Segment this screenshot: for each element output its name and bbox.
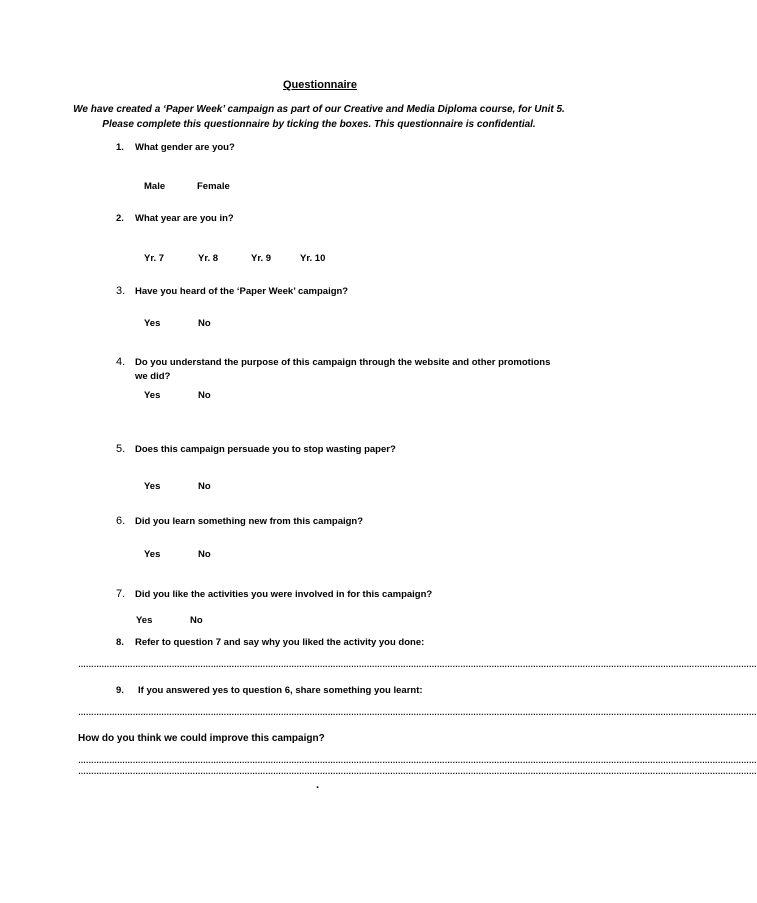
option-yr-9[interactable]: Yr. 9 — [251, 253, 272, 264]
question-4-text-line-1: Do you understand the purpose of this campaign through the website and other promotions — [135, 357, 551, 368]
option-q4-no[interactable]: No — [198, 390, 211, 401]
question-4-text-line-2: we did? — [135, 371, 171, 382]
question-1-text: What gender are you? — [135, 142, 235, 153]
question-8-text: Refer to question 7 and say why you liked the activity you done: — [135, 637, 425, 648]
option-yr-10[interactable]: Yr. 10 — [300, 253, 326, 264]
question-3-number: 3. — [116, 285, 126, 297]
improve-question: How do you think we could improve this campaign? — [78, 733, 325, 744]
question-7-text: Did you like the activities you were involved in for this campaign? — [135, 589, 433, 600]
question-9-number: 9. — [116, 685, 124, 696]
page-title: Questionnaire — [283, 79, 357, 91]
option-female[interactable]: Female — [197, 181, 230, 192]
question-7-number: 7. — [116, 588, 126, 600]
option-q3-yes[interactable]: Yes — [144, 318, 161, 329]
question-8-number: 8. — [116, 637, 124, 648]
option-q5-no[interactable]: No — [198, 481, 211, 492]
question-9-text: If you answered yes to question 6, share something you learnt: — [138, 685, 423, 696]
question-3-text: Have you heard of the ‘Paper Week’ campaign? — [135, 286, 349, 297]
question-5-text: Does this campaign persuade you to stop wasting paper? — [135, 444, 396, 455]
question-1-number: 1. — [116, 142, 124, 153]
option-male[interactable]: Male — [144, 181, 166, 192]
answer-line-q8[interactable]: ……………………………………………………………………………………………………………………………………………………………………………………………………………………………………… — [78, 660, 757, 669]
answer-line-improve-1[interactable]: ……………………………………………………………………………………………………………………………………………………………………………………………………………………………………… — [78, 756, 757, 765]
option-q3-no[interactable]: No — [198, 318, 211, 329]
answer-line-q9[interactable]: ……………………………………………………………………………………………………………………………………………………………………………………………………………………………………… — [78, 708, 757, 717]
question-6-text: Did you learn something new from this campaign? — [135, 516, 364, 527]
question-6-number: 6. — [116, 515, 126, 527]
question-2-number: 2. — [116, 213, 124, 224]
intro-line-1: We have created a ‘Paper Week’ campaign as part of our Creative and Media Diploma course, for Unit 5. — [73, 104, 565, 115]
intro-line-2: Please complete this questionnaire by ticking the boxes. This questionnaire is confidential. — [102, 119, 536, 130]
option-yr-8[interactable]: Yr. 8 — [198, 253, 219, 264]
option-q6-yes[interactable]: Yes — [144, 549, 161, 560]
option-q6-no[interactable]: No — [198, 549, 211, 560]
option-yr-7[interactable]: Yr. 7 — [144, 253, 165, 264]
end-mark: . — [316, 779, 320, 791]
option-q4-yes[interactable]: Yes — [144, 390, 161, 401]
answer-line-improve-2[interactable]: ……………………………………………………………………………………………………………………………………………………………………………………………………………………………………… — [78, 767, 757, 776]
question-5-number: 5. — [116, 443, 126, 455]
option-q7-no[interactable]: No — [190, 615, 203, 626]
option-q7-yes[interactable]: Yes — [136, 615, 153, 626]
question-4-number: 4. — [116, 356, 126, 368]
question-2-text: What year are you in? — [135, 213, 234, 224]
option-q5-yes[interactable]: Yes — [144, 481, 161, 492]
